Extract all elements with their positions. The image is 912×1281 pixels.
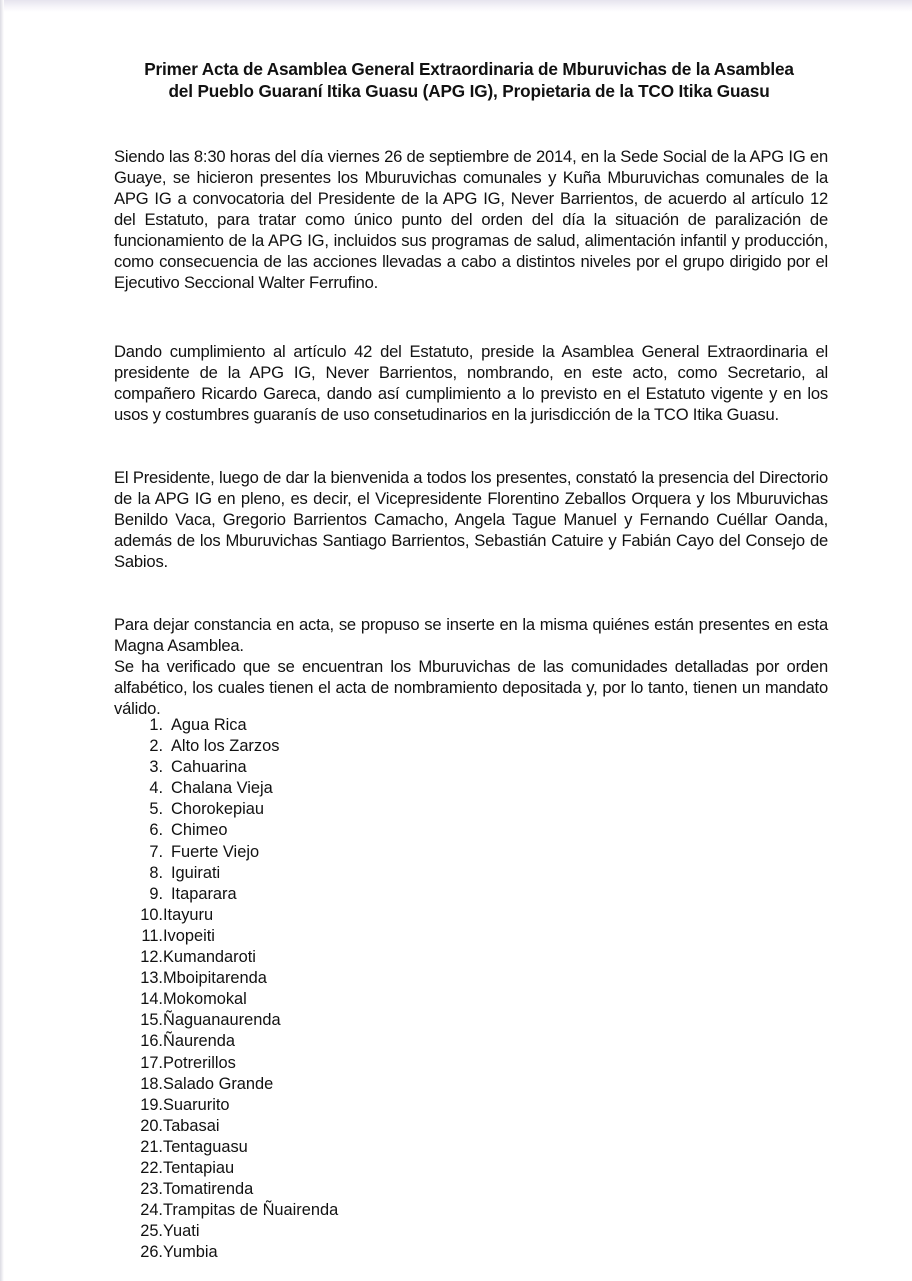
list-item-number: 10.: [140, 905, 163, 924]
paragraph-presidency: Dando cumplimiento al artículo 42 del Estatuto, preside la Asamblea General Extraordinaria el presidente de la APG IG, Never Barrientos, nombrando, en este acto, como Secretario, al compañero Ricardo Gareca, dando así cumplimiento a lo previsto en el Estatuto vigente y en los usos y costumbres guaranís de uso consetudinarios en la jurisdicción de la TCO Itika Guasu.: [114, 342, 828, 424]
paragraph-opening: Siendo las 8:30 horas del día viernes 26 de septiembre de 2014, en la Sede Social de la APG IG en Guaye, se hicieron presentes los Mburuvichas comunales y Kuña Mburuvichas comunales de la APG IG a convocatoria del Presidente de la APG IG, Never Barrientos, de acuerdo al artículo 12 del Estatuto, para tratar como único punto del orden del día la situación de paralización de funcionamiento de la APG IG, incluidos sus programas de salud, alimentación infantil y producción, como consecuencia de las acciones llevadas a cabo a distintos niveles por el grupo dirigido por el Ejecutivo Seccional Walter Ferrufino.: [114, 147, 828, 292]
community-name: Tomatirenda: [163, 1180, 254, 1199]
community-name: Suarurito: [163, 1095, 230, 1114]
community-list-item: [136, 968, 338, 989]
community-list-item: [136, 1137, 338, 1158]
scan-edge-top: [0, 0, 912, 12]
list-item-number: 20.: [140, 1116, 163, 1135]
list-item-number: 11.: [141, 926, 163, 945]
title-line-2: del Pueblo Guaraní Itika Guasu (APG IG), Propietaria de la TCO Itika Guasu: [168, 81, 770, 101]
community-list-item: [136, 778, 338, 799]
list-item-number: 9.: [149, 884, 163, 903]
list-item-number: 5.: [149, 800, 163, 819]
list-item-number: 6.: [149, 821, 163, 840]
community-name: Yuati: [163, 1222, 200, 1241]
community-name: Ñaguanaurenda: [163, 1011, 281, 1030]
list-item-number: 1.: [149, 716, 163, 734]
community-list-item: [136, 1179, 338, 1200]
community-list-item: [136, 989, 338, 1010]
community-name: Alto los Zarzos: [171, 737, 280, 756]
community-list-item: [136, 926, 338, 947]
list-item-number: 8.: [149, 863, 163, 882]
list-item-number: 22.: [140, 1158, 163, 1177]
list-item-number: 15.: [140, 1011, 163, 1030]
community-name: Mboipitarenda: [163, 969, 267, 988]
list-item-number: 7.: [149, 842, 163, 861]
community-list-item: [136, 1200, 338, 1221]
list-item-number: 26.: [140, 1243, 163, 1262]
community-name: Chalana Vieja: [171, 779, 273, 798]
list-item-number: 14.: [140, 990, 163, 1009]
community-name: Cahuarina: [171, 758, 247, 777]
community-list: [136, 715, 338, 1263]
community-name: Tentapiau: [163, 1158, 235, 1177]
community-list-item: [136, 905, 338, 926]
community-name: Agua Rica: [171, 716, 247, 734]
list-item-number: 12.: [140, 948, 163, 967]
community-name: Itayuru: [163, 905, 214, 924]
document-page: [114, 58, 828, 1262]
community-name: Chorokepiau: [171, 800, 264, 819]
list-item-number: 13.: [140, 969, 163, 988]
community-list-item: [136, 820, 338, 841]
community-list-item: [136, 1158, 338, 1179]
community-list-item: [136, 1095, 338, 1116]
community-name: Tentaguasu: [163, 1137, 248, 1156]
community-list-item: [136, 1031, 338, 1052]
community-name: Ñaurenda: [163, 1032, 235, 1051]
community-list-item: [136, 1221, 338, 1242]
community-name: Chimeo: [171, 821, 228, 840]
community-list-item: [136, 1053, 338, 1074]
community-list-item: [136, 842, 338, 863]
paragraph-constancia: Para dejar constancia en acta, se propuso se inserte en la misma quiénes están presentes en esta Magna Asamblea.: [114, 615, 828, 655]
community-list-item: [136, 1074, 338, 1095]
community-name: Tabasai: [163, 1116, 220, 1135]
list-item-number: 23.: [140, 1180, 163, 1199]
community-name: Fuerte Viejo: [171, 842, 260, 861]
community-list-item: [136, 863, 338, 884]
paragraph-verification: Se ha verificado que se encuentran los Mburuvichas de las comunidades detalladas por orden alfabético, los cuales tienen el acta de nombramiento depositada y, por lo tanto, tienen un mandato válido.: [114, 657, 828, 718]
community-name: Iguirati: [171, 863, 221, 882]
community-list-item: [136, 715, 338, 736]
list-item-number: 16.: [140, 1032, 163, 1051]
list-item-number: 2.: [149, 737, 163, 756]
community-list-item: [136, 1116, 338, 1137]
community-list-item: [136, 1242, 338, 1263]
list-item-number: 17.: [140, 1053, 163, 1072]
list-item-number: 4.: [149, 779, 163, 798]
list-item-number: 21.: [140, 1137, 163, 1156]
community-list-item: [136, 799, 338, 820]
community-name: Trampitas de Ñuairenda: [163, 1201, 339, 1220]
community-name: Potrerillos: [163, 1053, 236, 1072]
community-list-item: [136, 884, 338, 905]
community-list-item: [136, 1010, 338, 1031]
list-item-number: 3.: [149, 758, 163, 777]
community-list-item: [136, 736, 338, 757]
community-list-item: [136, 757, 338, 778]
title-line-1: Primer Acta de Asamblea General Extraordinaria de Mburuvichas de la Asamblea: [144, 59, 794, 79]
document-title: [110, 58, 828, 102]
list-item-number: 18.: [140, 1074, 163, 1093]
community-name: Salado Grande: [163, 1074, 274, 1093]
list-item-number: 25.: [140, 1222, 163, 1241]
paragraph-directorio: El Presidente, luego de dar la bienvenida a todos los presentes, constató la presencia del Directorio de la APG IG en pleno, es decir, el Vicepresidente Florentino Zeballos Orquera y los Mburuvichas Benildo Vaca, Gregorio Barrientos Camacho, Angela Tague Manuel y Fernando Cuéllar Oanda, además de los Mburuvichas Santiago Barrientos, Sebastián Catuire y Fabián Cayo del Consejo de Sabios.: [114, 468, 828, 571]
community-name: Ivopeiti: [163, 926, 215, 945]
list-item-number: 19.: [140, 1095, 163, 1114]
scan-edge-left: [0, 0, 4, 1281]
community-name: Yumbia: [163, 1243, 218, 1262]
community-list-item: [136, 947, 338, 968]
community-name: Mokomokal: [163, 990, 247, 1009]
community-name: Itaparara: [171, 884, 237, 903]
list-item-number: 24.: [140, 1201, 163, 1220]
community-name: Kumandaroti: [163, 948, 256, 967]
